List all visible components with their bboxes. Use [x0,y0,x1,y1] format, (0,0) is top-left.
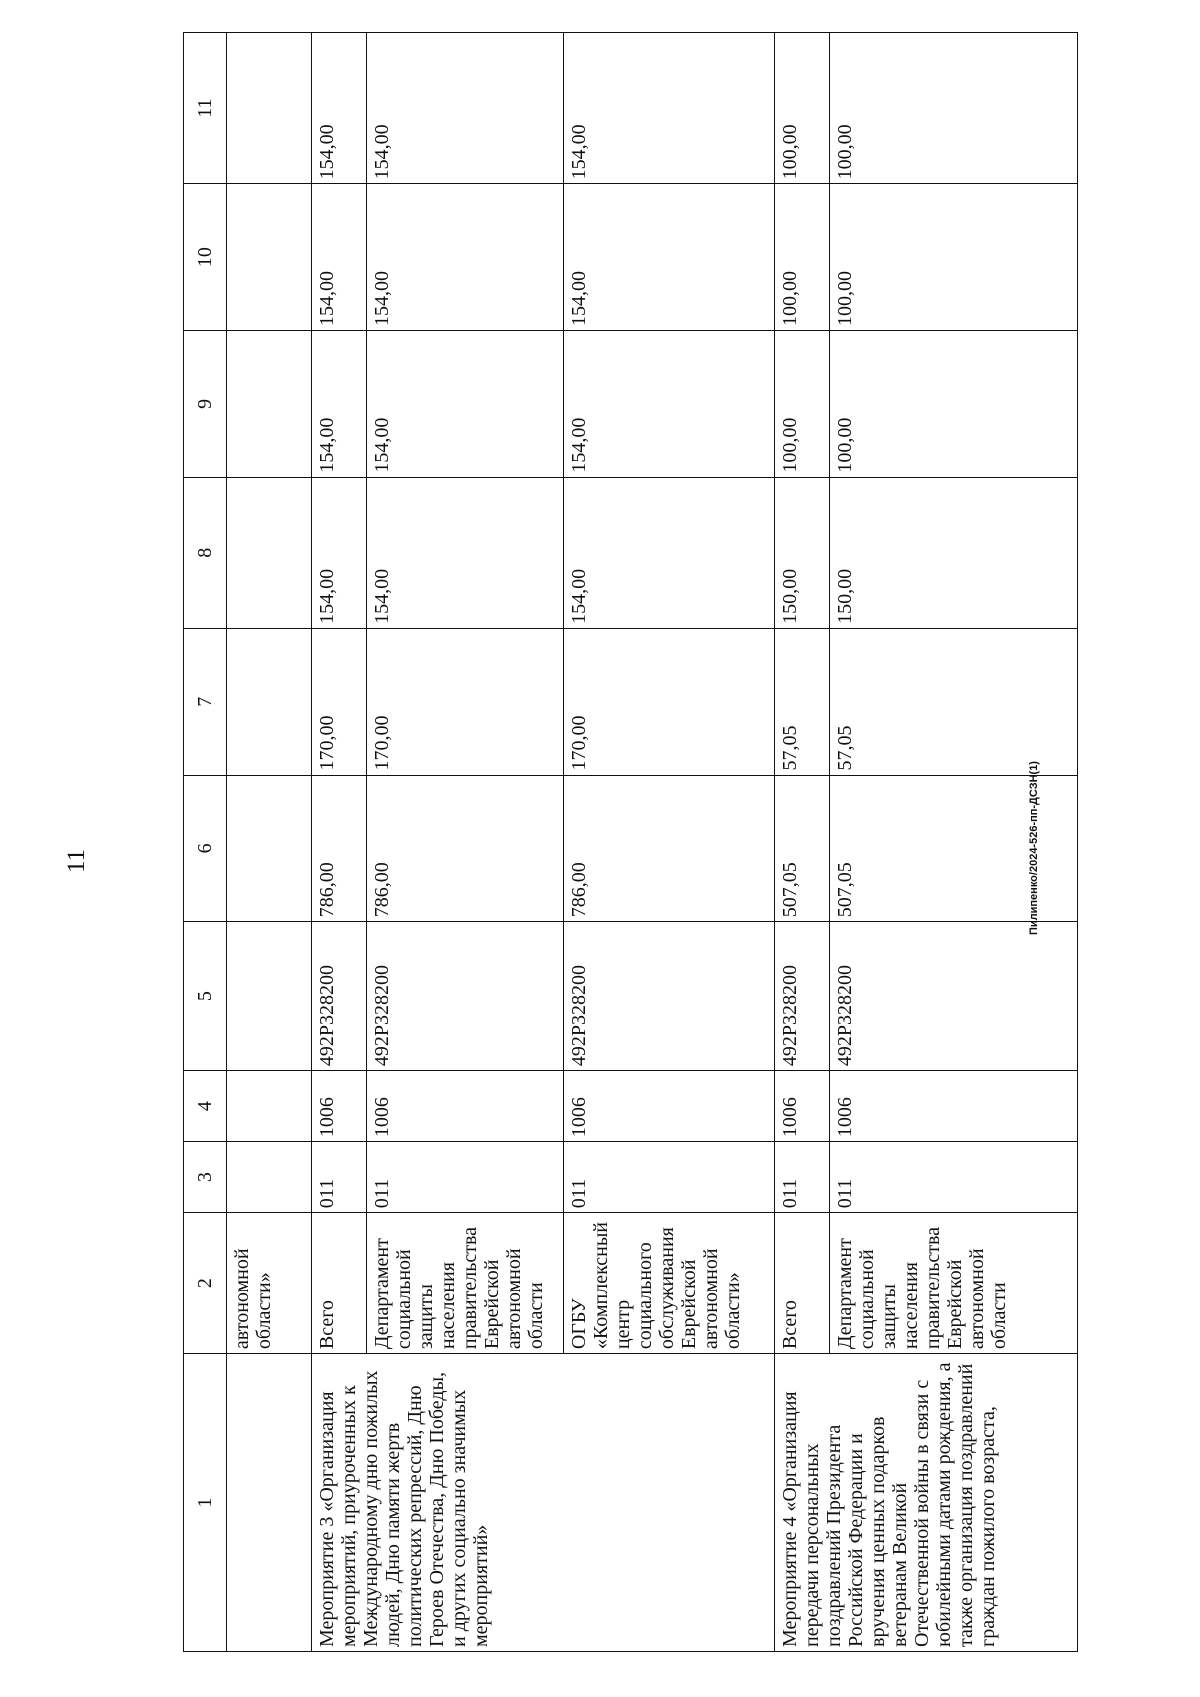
col-header-10: 10 [184,184,227,331]
cell-value: 150,00 [830,477,1078,628]
col-header-4: 4 [184,1071,227,1142]
cell-value: 170,00 [564,628,775,775]
col-header-11: 11 [184,33,227,184]
cell-empty [227,330,312,477]
cell-value: 100,00 [830,330,1078,477]
cell-value: 170,00 [312,628,367,775]
continuation-row [227,33,312,1652]
col-header-9: 9 [184,330,227,477]
cell-executor: ОГБУ «Комплексный центр социального обслуживания Еврейской автономной области» [564,1213,775,1354]
cell-value: 786,00 [312,775,367,922]
cell-value: 507,05 [830,775,1078,922]
cell-executor: Департамент социальной защиты населения правительства Еврейской автономной области [367,1213,564,1354]
cell-value: 100,00 [775,330,830,477]
cell-target-article: 492Р328200 [312,922,367,1071]
cell-executor: Департамент социальной защиты населения правительства Еврейской автономной области [830,1213,1078,1354]
cell-empty [227,33,312,184]
col-header-6: 6 [184,775,227,922]
cell-value: 154,00 [312,477,367,628]
event-4-title: Мероприятие 4 «Организация передачи персональных поздравлений Президента Российской Федерации и вручения ценных подарков ветеранам Великой Отечественной войны в связи с юбилейными датами рождения, а также организация поздравлений граждан пожилого возраста, [775,1354,1078,1652]
cell-section: 1006 [775,1071,830,1142]
cell-value: 57,05 [830,628,1078,775]
cell-grbs: 011 [312,1142,367,1213]
cell-grbs: 011 [775,1142,830,1213]
cell-section: 1006 [830,1071,1078,1142]
budget-table [183,32,1078,1652]
cell-value: 154,00 [367,184,564,331]
cell-executor: автономной области» [227,1213,312,1354]
cell-value: 786,00 [564,775,775,922]
cell-value: 154,00 [367,330,564,477]
cell-value: 154,00 [312,184,367,331]
cell-value: 507,05 [775,775,830,922]
col-header-8: 8 [184,477,227,628]
cell-section: 1006 [367,1071,564,1142]
document-footer-code: Пилипенко/2024-526-пп-ДСЗН(1) [1028,761,1040,935]
col-header-3: 3 [184,1142,227,1213]
cell-empty [227,1071,312,1142]
col-header-1: 1 [184,1354,227,1652]
page-number: 11 [63,848,90,874]
cell-value: 100,00 [830,33,1078,184]
cell-executor: Всего [775,1213,830,1354]
cell-target-article: 492Р328200 [775,922,830,1071]
cell-target-article: 492Р328200 [830,922,1078,1071]
cell-section: 1006 [564,1071,775,1142]
cell-value: 154,00 [564,330,775,477]
cell-executor: Всего [312,1213,367,1354]
cell-empty [227,184,312,331]
col-header-2: 2 [184,1213,227,1354]
cell-value: 150,00 [775,477,830,628]
budget-table-rotated [183,32,1108,1652]
cell-value: 786,00 [367,775,564,922]
cell-value: 100,00 [830,184,1078,331]
cell-value: 154,00 [367,33,564,184]
cell-value: 154,00 [312,33,367,184]
cell-grbs: 011 [564,1142,775,1213]
event-3-title: Мероприятие 3 «Организация мероприятий, приуроченных к Международному дню пожилых людей, Дню памяти жертв политических репрессий, Дню Героев Отечества, Дню Победы, и других социально значимых мероприятий» [312,1354,775,1652]
cell-value: 154,00 [564,33,775,184]
cell-value: 154,00 [564,184,775,331]
cell-target-article: 492Р328200 [367,922,564,1071]
cell-grbs: 011 [830,1142,1078,1213]
cell-empty [227,922,312,1071]
cell-grbs: 011 [367,1142,564,1213]
cell-empty [227,628,312,775]
cell-target-article: 492Р328200 [564,922,775,1071]
cell-value: 57,05 [775,628,830,775]
cell-value: 154,00 [564,477,775,628]
cell-empty [227,775,312,922]
cell-section: 1006 [312,1071,367,1142]
cell-empty [227,477,312,628]
cell-value: 100,00 [775,33,830,184]
cell-value: 170,00 [367,628,564,775]
cell-event [227,1354,312,1652]
col-header-5: 5 [184,922,227,1071]
cell-value: 154,00 [312,330,367,477]
cell-empty [227,1142,312,1213]
table-row [775,33,830,1652]
header-row [184,33,227,1652]
cell-value: 100,00 [775,184,830,331]
cell-value: 154,00 [367,477,564,628]
table-row [312,33,367,1652]
col-header-7: 7 [184,628,227,775]
